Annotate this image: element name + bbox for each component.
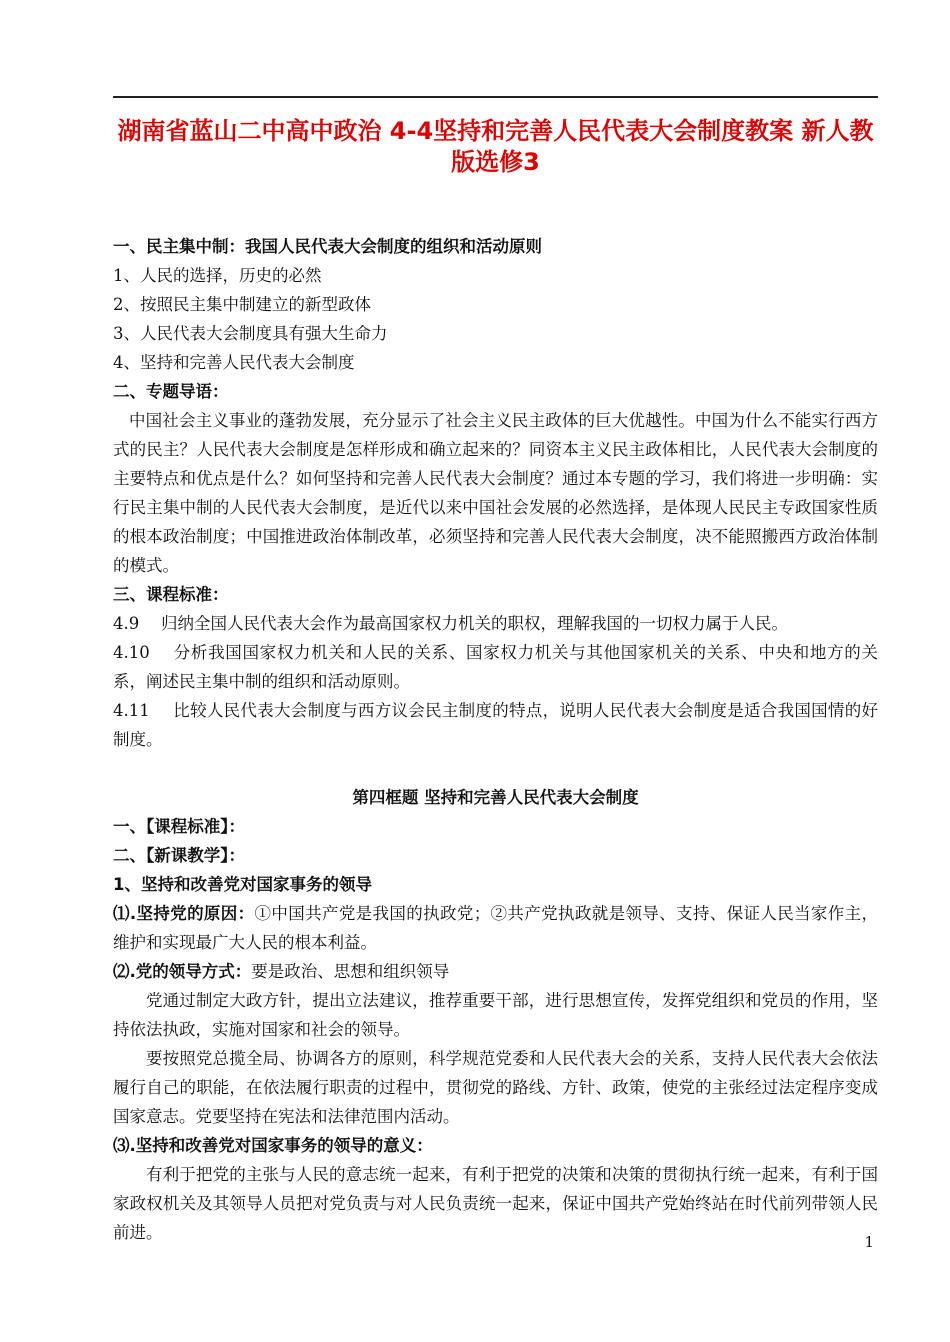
point3-paragraph: 有利于把党的主张与人民的意志统一起来，有利于把党的决策和决策的贯彻执行统一起来，有利于国家政权机关及其领导人员把对党负责与对人民负责统一起来，保证中国共产党始终站在时代前列带领人民前进。	[113, 1165, 878, 1242]
lesson-part1-heading: 一、【课程标准】：	[113, 817, 245, 836]
page-number: 1	[864, 1233, 874, 1251]
standard-text: 分析我国国家权力机关和人民的关系、国家权力机关与其他国家机关的关系、中央和地方的关系，阐述民主集中制的组织和活动原则。	[113, 643, 878, 691]
section3-heading: 三、课程标准：	[113, 585, 229, 604]
point2	[113, 957, 878, 986]
standard-text: 比较人民代表大会制度与西方议会民主制度的特点，说明人民代表大会制度是适合我国国情的好制度。	[113, 701, 878, 749]
point2-paragraph: 党通过制定大政方针，提出立法建议，推荐重要干部，进行思想宣传，发挥党组织和党员的作用，坚持依法执政，实施对国家和社会的领导。	[113, 991, 878, 1039]
point2-label: ⑵.党的领导方式：	[113, 962, 252, 981]
spacer	[113, 754, 878, 783]
standard-number: 4.9	[113, 614, 140, 633]
standard-number: 4.10	[113, 643, 150, 662]
section1-item: 2、按照民主集中制建立的新型政体	[113, 295, 371, 314]
section1-item: 3、人民代表大会制度具有强大生命力	[113, 324, 388, 343]
standard-number: 4.11	[113, 701, 150, 720]
point1-label: ⑴.坚持党的原因：	[113, 904, 255, 923]
point2-text: 要是政治、思想和组织领导	[251, 962, 450, 981]
point1-text: ①中国共产党是我国的执政党；②共产党执政就是领导、支持、保证人民当家作主，维护和实现最广大人民的根本利益。	[113, 904, 878, 952]
point2-paragraph: 要按照党总揽全局、协调各方的原则，科学规范党委和人民代表大会的关系，支持人民代表大会依法履行自己的职能，在依法履行职责的过程中，贯彻党的路线、方针、政策，使党的主张经过法定程序变成国家意志。党要坚持在宪法和法律范围内活动。	[113, 1049, 878, 1126]
lesson-part2-heading: 二、【新课教学】：	[113, 846, 245, 865]
standard-item	[113, 609, 878, 638]
section2-paragraph: 中国社会主义事业的蓬勃发展，充分显示了社会主义民主政体的巨大优越性。中国为什么不能实行西方式的民主？人民代表大会制度是怎样形成和确立起来的？同资本主义民主政体相比，人民代表大会制度的主要特点和优点是什么？如何坚持和完善人民代表大会制度？通过本专题的学习，我们将进一步明确：实行民主集中制的人民代表大会制度，是近代以来中国社会发展的必然选择，是体现人民民主专政国家性质的根本政治制度；中国推进政治体制改革，必须坚持和完善人民代表大会制度，决不能照搬西方政治体制的模式。	[113, 411, 878, 575]
section1-item: 1、人民的选择，历史的必然	[113, 266, 322, 285]
section2-heading: 二、专题导语：	[113, 382, 229, 401]
standard-item	[113, 638, 878, 696]
section1-heading: 一、民主集中制：我国人民代表大会制度的组织和活动原则	[113, 237, 542, 256]
standard-text: 归纳全国人民代表大会作为最高国家权力机关的职权，理解我国的一切权力属于人民。	[161, 614, 788, 633]
point3-label: ⑶.坚持和改善党对国家事务的领导的意义：	[113, 1136, 433, 1155]
header-rule	[113, 96, 878, 98]
lesson-title: 第四框题 坚持和完善人民代表大会制度	[352, 788, 639, 807]
point1	[113, 899, 878, 957]
document-body	[113, 232, 878, 1247]
document-title: 湖南省蓝山二中高中政治 4-4坚持和完善人民代表大会制度教案 新人教版选修3	[117, 117, 874, 176]
standard-item	[113, 696, 878, 754]
topic1-heading: 1、坚持和改善党对国家事务的领导	[113, 875, 372, 894]
section1-item: 4、坚持和完善人民代表大会制度	[113, 353, 355, 372]
